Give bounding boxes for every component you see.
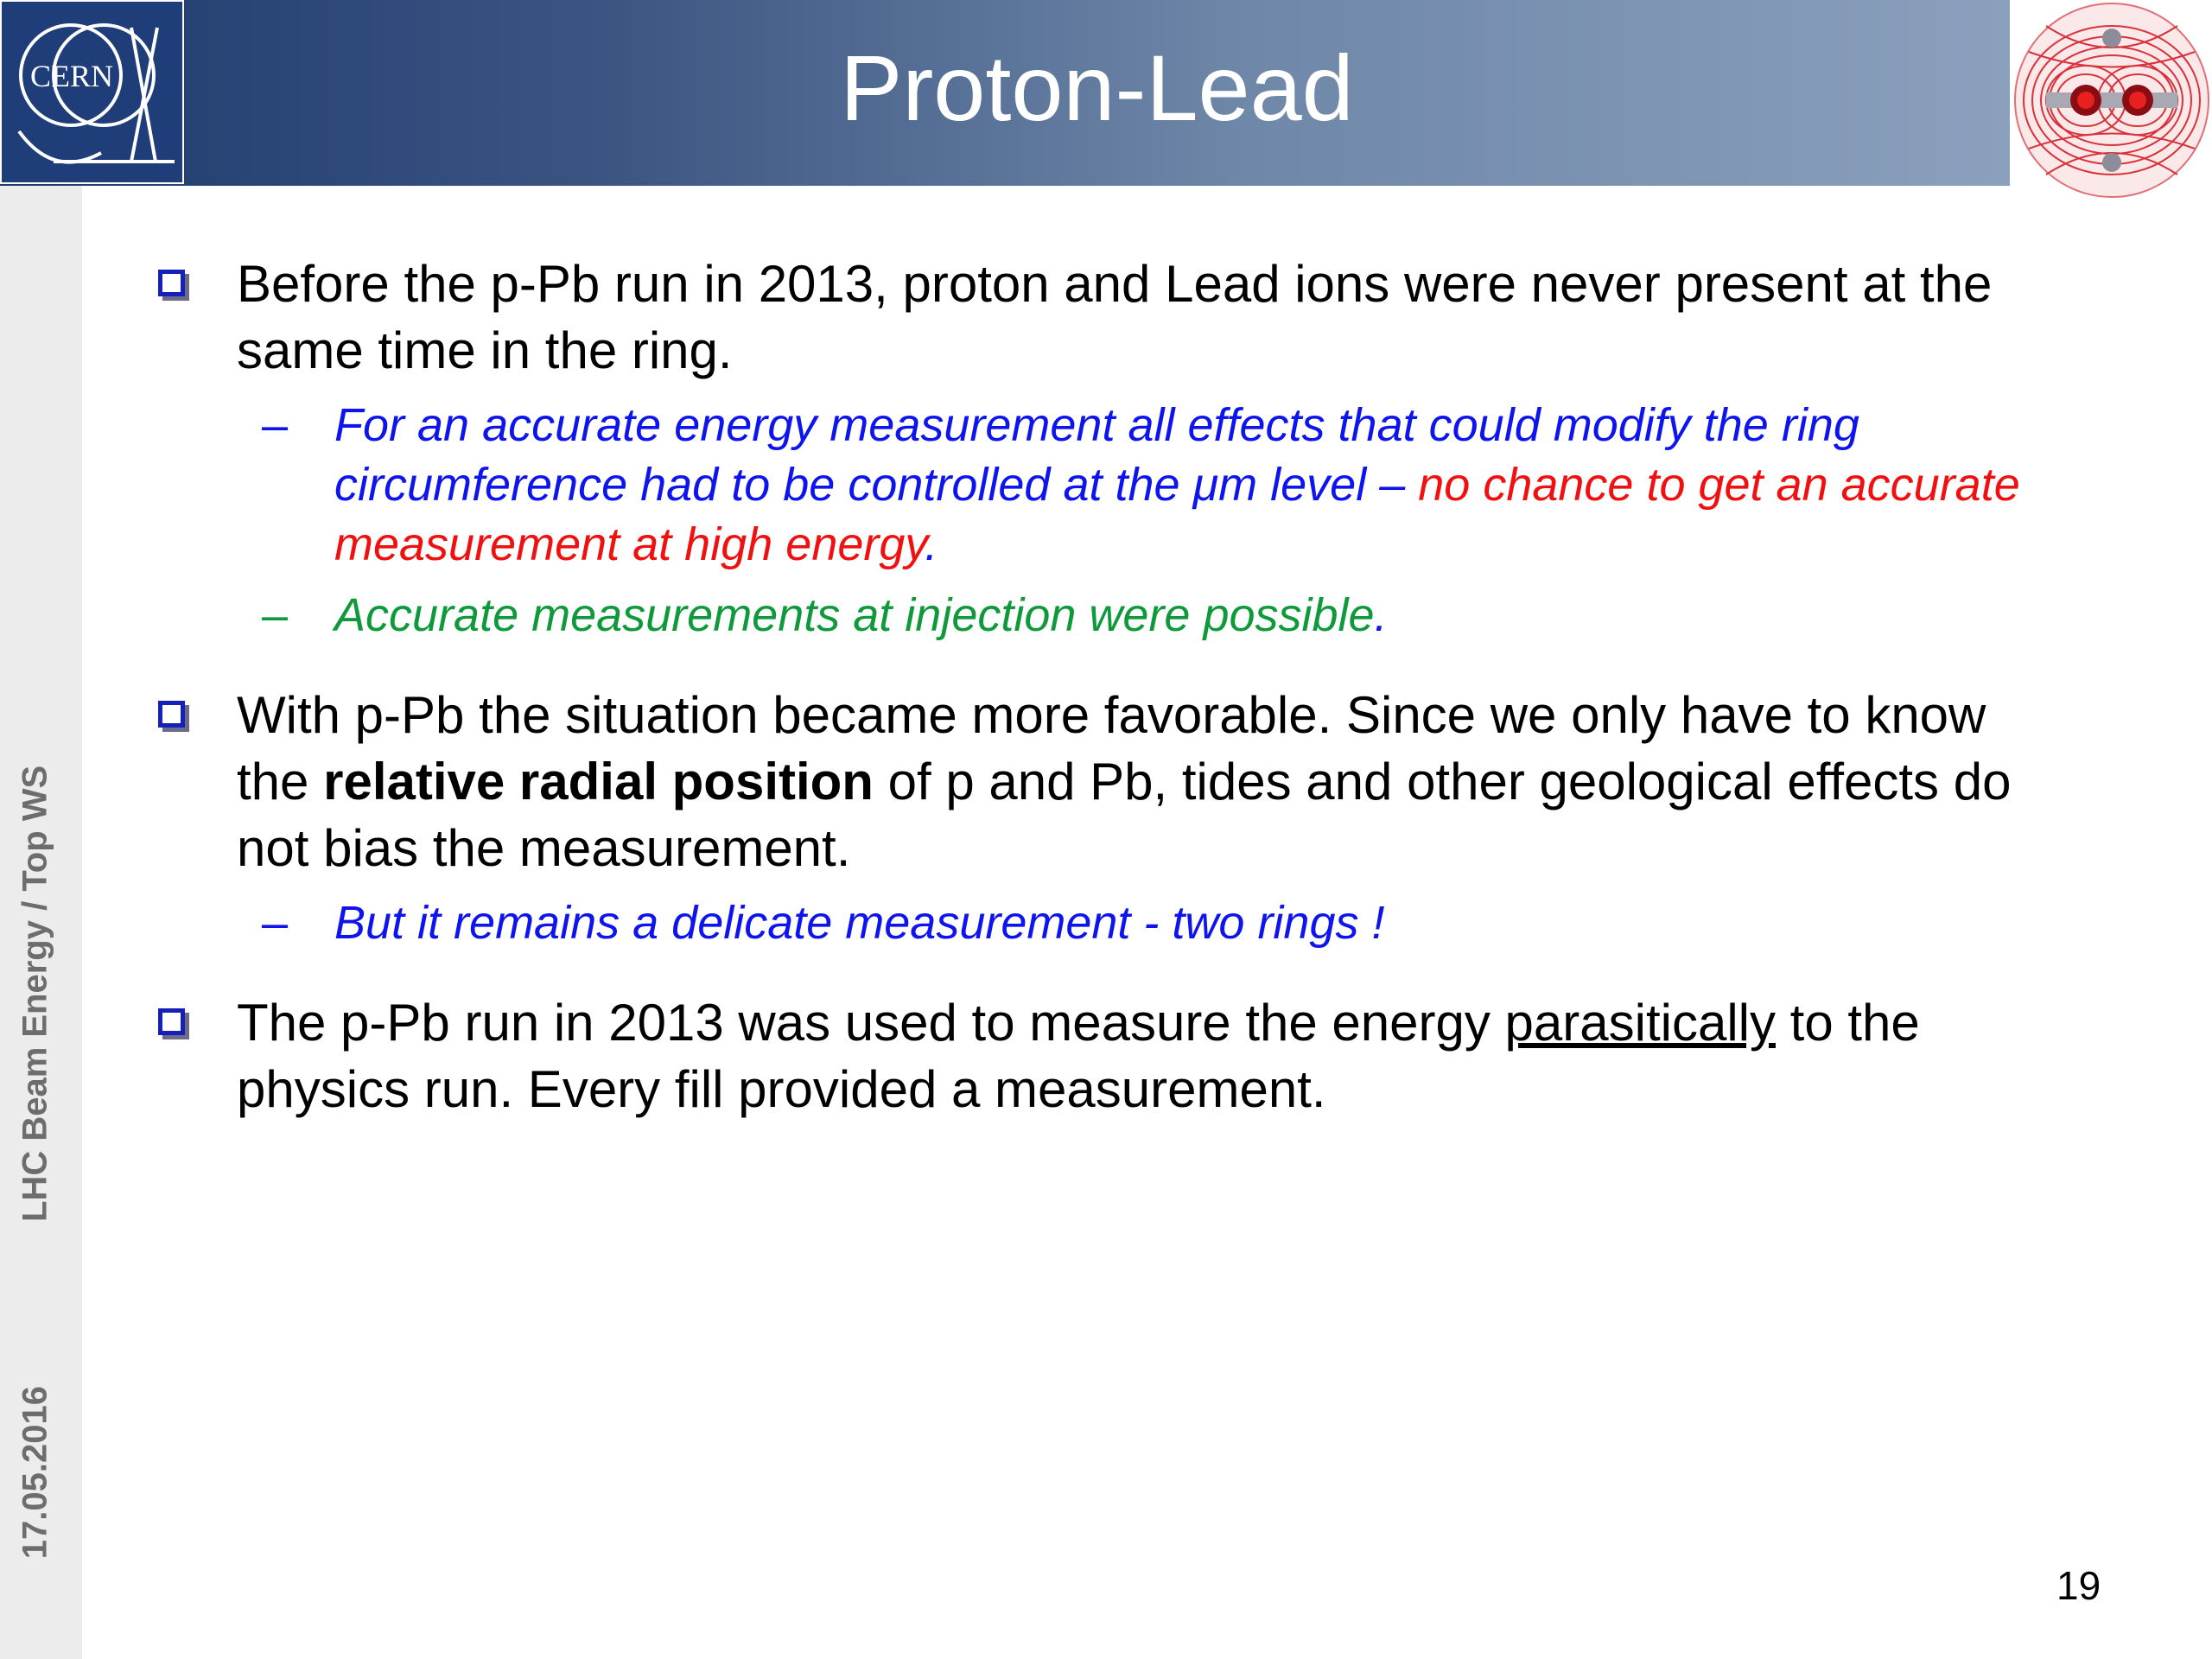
presentation-date: 17.05.2016: [16, 1386, 54, 1560]
bullet-text: Before the p-Pb run in 2013, proton and Lead ions were never present at the same time in the ring.: [237, 255, 1993, 379]
bullet-text-underlined: parasitically: [1504, 994, 1776, 1052]
event-name: LHC Beam Energy / Top WS: [16, 765, 54, 1222]
page-number: 19: [2056, 1563, 2101, 1608]
checkbox-bullet-icon: [158, 701, 185, 728]
sidebar-footer-text: [16, 766, 55, 1559]
svg-text:CERN: CERN: [29, 59, 114, 93]
sidebar-strip: [0, 186, 82, 1659]
bullet-text: The p-Pb run in 2013 was used to measure the energy: [237, 994, 1491, 1052]
bullet-text: With p-Pb the situation became more favorable. Since we only have to know the: [237, 686, 1986, 810]
sub-bullet-text-blue: But it remains a delicate measurement - two rings !: [334, 897, 1385, 949]
bullet-item: [151, 989, 2052, 1122]
checkbox-bullet-icon: [158, 270, 185, 296]
sub-bullet-item: [151, 396, 2052, 575]
sub-bullet-text-red: no chance to get an accurate measurement at high energy: [334, 459, 2020, 570]
bullet-text: to the physics run. Every fill provided a measurement.: [237, 994, 1920, 1118]
sub-bullet-end: .: [925, 518, 938, 570]
lhc-dipole-logo-icon: [2012, 0, 2212, 200]
slide-title: Proton-Lead: [840, 35, 1354, 140]
dash-bullet-icon: –: [262, 399, 289, 451]
cern-logo: [0, 0, 184, 184]
sub-bullet-text-green: Accurate measurements at injection were possible: [334, 589, 1375, 641]
sub-bullet-text-blue: For an accurate energy measurement all effects that could modify the ring circumference had to be controlled at the μm level –: [334, 399, 1859, 511]
bullet-item: [151, 251, 2052, 384]
title-bar: [0, 0, 2010, 186]
sub-bullet-item: [151, 893, 2052, 953]
cern-logo-icon: [2, 2, 182, 182]
slide-content: [151, 251, 2052, 1122]
bullet-item: [151, 682, 2052, 881]
bullet-text: of p and Pb, tides and other geological effects do not bias the measurement.: [237, 753, 2012, 877]
sub-bullet-end: .: [1374, 589, 1388, 641]
bullet-text-bold: relative radial position: [323, 753, 874, 810]
dash-bullet-icon: –: [262, 897, 289, 949]
checkbox-bullet-icon: [158, 1008, 185, 1035]
dash-bullet-icon: –: [262, 589, 289, 641]
sub-bullet-item: [151, 586, 2052, 645]
